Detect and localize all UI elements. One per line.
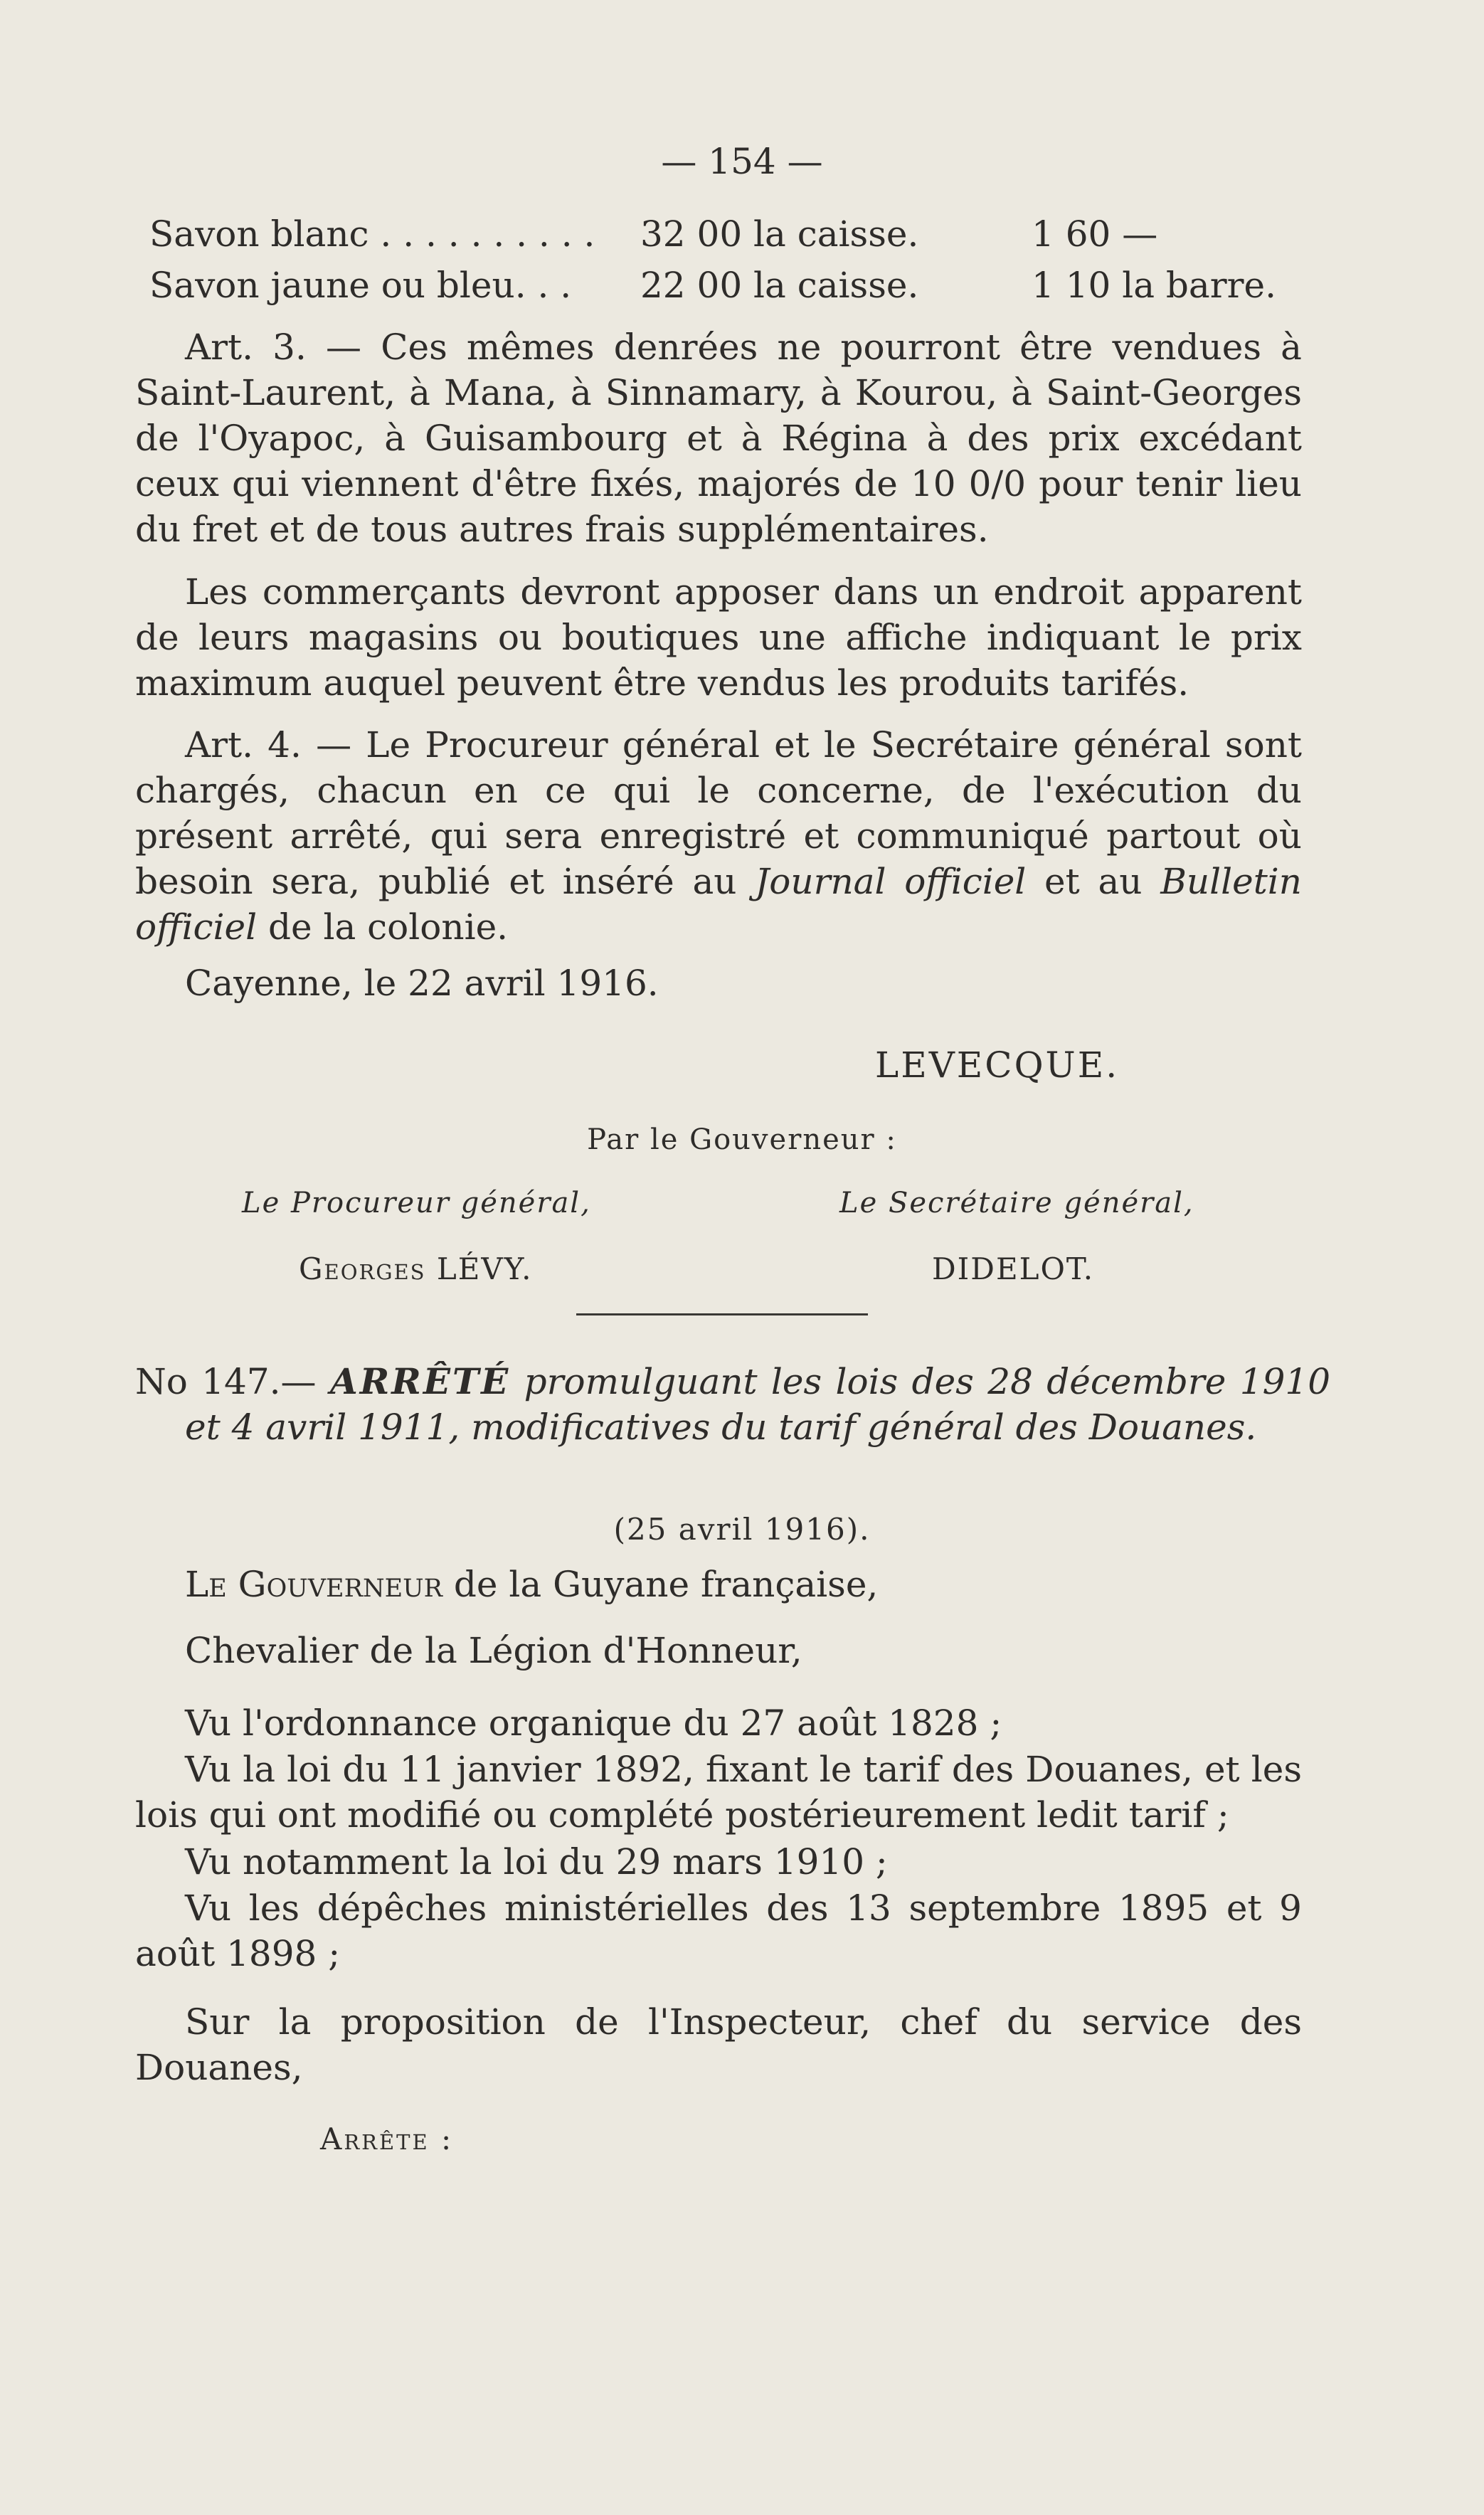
par-le-gouverneur: Par le Gouverneur : bbox=[587, 1123, 897, 1156]
arrete-heading: Arrête : bbox=[320, 2122, 454, 2156]
decree-title-caps: ARRÊTÉ bbox=[329, 1360, 511, 1402]
tariff-row bbox=[149, 213, 1316, 259]
tariff-item: Savon jaune ou bleu. . . bbox=[149, 265, 572, 306]
signatory-left-title: Le Procureur général, bbox=[242, 1187, 591, 1219]
merchants-paragraph: Les commerçants devront apposer dans un endroit apparent de leurs magasins ou boutiques une affiche indiquant le prix maximum auquel peuvent être vendus les produits tarifés. bbox=[135, 571, 1302, 704]
article-4-text: et au bbox=[1026, 861, 1161, 902]
tariff-unit-price: 1 10 la barre. bbox=[1032, 265, 1277, 306]
bulletin-officiel: Bulletin officiel bbox=[135, 861, 1302, 948]
vu-line: Vu l'ordonnance organique du 27 août 1828 ; bbox=[185, 1703, 1002, 1744]
tariff-item: Savon blanc . . . . . . . . . . bbox=[149, 213, 595, 255]
chevalier-line: Chevalier de la Légion d'Honneur, bbox=[185, 1630, 802, 1671]
place-date: Cayenne, le 22 avril 1916. bbox=[185, 963, 659, 1004]
article-4-text: Art. 4. — Le Procureur général et le Secrétaire général sont chargés, chacun en ce qui le concerne, de l'exécution du présent arrêté, qui sera enregistré et communiqué partout où besoin sera, publié et inséré au bbox=[135, 724, 1302, 902]
governor-signature: LEVECQUE. bbox=[875, 1044, 1120, 1086]
tariff-unit-price: 1 60 — bbox=[1032, 213, 1158, 255]
governor-rest: de la Guyane française, bbox=[442, 1564, 879, 1605]
governor-line bbox=[135, 1562, 1302, 1607]
decree-title: promulguant les lois des 28 décembre 1910 et 4 avril 1911, modificatives du tarif général des Douanes. bbox=[185, 1361, 1331, 1448]
decree-number: No 147.— bbox=[135, 1361, 330, 1402]
article-3: Art. 3. — Ces mêmes denrées ne pourront être vendues à Saint-Laurent, à Mana, à Sinnamary, à Kourou, à Saint-Georges de l'Oyapoc, à Guisambourg et à Régina à des prix excédant ceux qui viennent d'être fixés, majorés de 10 0/0 pour tenir lieu du fret et de tous autres frais supplémentaires. bbox=[135, 327, 1302, 550]
decree-date: (25 avril 1916). bbox=[613, 1512, 871, 1547]
proposition-paragraph: Sur la proposition de l'Inspecteur, chef du service des Douanes, bbox=[135, 2001, 1302, 2088]
article-4 bbox=[135, 722, 1302, 950]
tariff-price: 32 00 la caisse. bbox=[640, 213, 919, 255]
journal-officiel: Journal officiel bbox=[755, 861, 1027, 902]
vu-line: Vu notamment la loi du 29 mars 1910 ; bbox=[185, 1841, 888, 1883]
tariff-price: 22 00 la caisse. bbox=[640, 265, 919, 306]
signatory-right-title: Le Secrétaire général, bbox=[839, 1187, 1194, 1219]
governor-caps: Le Gouverneur bbox=[185, 1564, 442, 1605]
vu-line: Vu la loi du 11 janvier 1892, fixant le tarif des Douanes, et les lois qui ont modifié ou complété postérieurement ledit tarif ; bbox=[135, 1749, 1302, 1836]
vu-line: Vu les dépêches ministérielles des 13 septembre 1895 et 9 août 1898 ; bbox=[135, 1887, 1302, 1974]
article-4-text: de la colonie. bbox=[257, 906, 509, 948]
signatory-right-name: DIDELOT. bbox=[932, 1251, 1095, 1286]
section-divider bbox=[576, 1313, 868, 1315]
page-number: — 154 — bbox=[661, 141, 823, 182]
signatory-left-name: Georges LÉVY. bbox=[299, 1251, 533, 1286]
tariff-row bbox=[149, 265, 1316, 310]
decree-heading bbox=[135, 1359, 1330, 1450]
